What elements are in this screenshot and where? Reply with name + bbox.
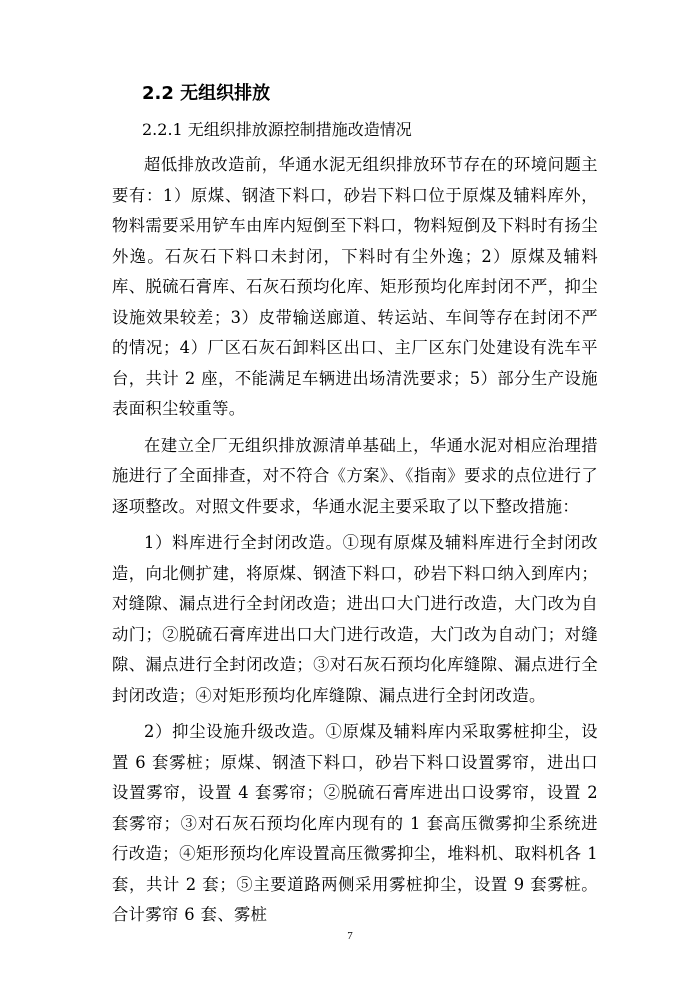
subsection-heading: 2.2.1 无组织排放源控制措施改造情况 <box>142 120 412 139</box>
paragraph-dust-suppression: 2）抑尘设施升级改造。①原煤及辅料库内采取雾桩抑尘，设置 6 套雾桩；原煤、钢渣下料口，砂岩下料口设置雾帘，进出口设置雾帘，设置 4 套雾帘；②脱硫石膏库进出口设雾帘，设置 2 套雾帘；③对石灰石预均化库内现有的 1 套高压微雾抑尘系统进行改造；④矩形预均化库设置高压微雾抑尘，堆料机、取料机各 1 套，共计 2 套；⑤主要道路两侧采用雾桩抑尘，设置 9 套雾桩。合计雾帘 6 套、雾桩 <box>112 722 598 924</box>
paragraph-issues: 超低排放改造前，华通水泥无组织排放环节存在的环境问题主要有：1）原煤、钢渣下料口，砂岩下料口位于原煤及辅料库外，物料需要采用铲车由库内短倒至下料口，物料短倒及下料时有扬尘外逸。石灰石下料口未封闭，下料时有尘外逸；2）原煤及辅料库、脱硫石膏库、石灰石预均化库、矩形预均化库封闭不严，抑尘设施效果较差；3）皮带输送廊道、转运站、车间等存在封闭不严的情况；4）厂区石灰石卸料区出口、主厂区东门处建设有洗车平台，共计 2 座，不能满足车辆进出场清洗要求；5）部分生产设施表面积尘较重等。 <box>112 155 598 418</box>
paragraph-enclosure: 1）料库进行全封闭改造。①现有原煤及辅料库进行全封闭改造，向北侧扩建，将原煤、钢渣下料口，砂岩下料口纳入到库内；对缝隙、漏点进行全封闭改造；进出口大门进行改造，大门改为自动门；②脱硫石膏库进出口大门进行改造，大门改为自动门；对缝隙、漏点进行全封闭改造；③对石灰石预均化库缝隙、漏点进行全封闭改造；④对矩形预均化库缝隙、漏点进行全封闭改造。 <box>112 533 598 705</box>
paragraph-measures-intro: 在建立全厂无组织排放源清单基础上，华通水泥对相应治理措施进行了全面排查，对不符合《方案》、《指南》要求的点位进行了逐项整改。对照文件要求，华通水泥主要采取了以下整改措施： <box>112 435 598 516</box>
page-content <box>112 82 598 937</box>
section-heading: 2.2 无组织排放 <box>142 83 271 104</box>
page-number: 7 <box>347 930 353 942</box>
